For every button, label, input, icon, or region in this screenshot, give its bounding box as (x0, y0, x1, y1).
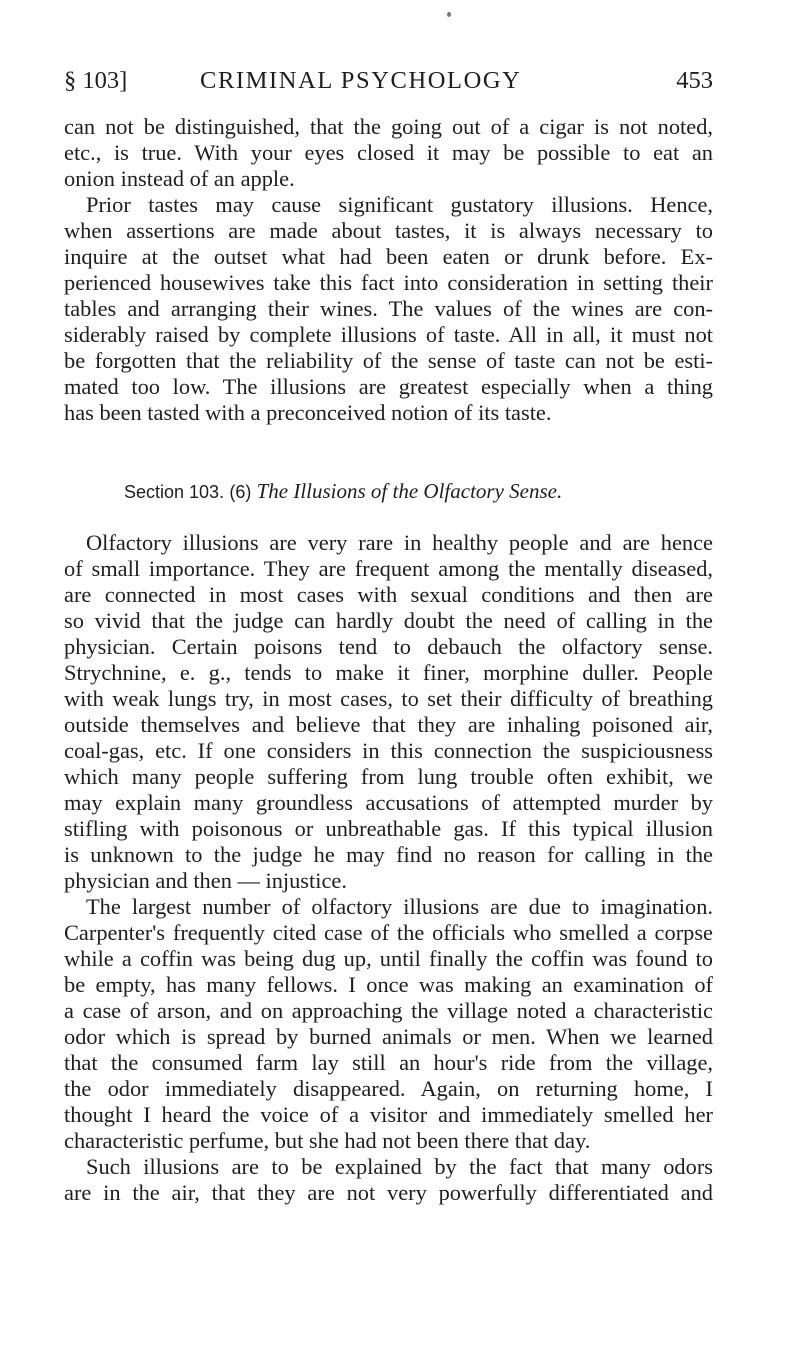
text-line: so vivid that the judge can hardly doubt the need of calling in the (64, 608, 713, 633)
text-line: are connected in most cases with sexual conditions and then are (64, 582, 713, 607)
text-line: a case of arson, and on approaching the village noted a characteristic (64, 998, 713, 1023)
paragraph (64, 894, 713, 1154)
paragraph (64, 192, 713, 426)
text-line: while a coffin was being dug up, until finally the coffin was found to (64, 946, 713, 971)
text-line: Such illusions are to be explained by the fact that many odors (86, 1154, 713, 1179)
text-line: which many people suffering from lung trouble often exhibit, we (64, 764, 713, 789)
text-line: may explain many groundless accusations of attempted murder by (64, 790, 713, 815)
running-head-section: § 103] (64, 67, 128, 94)
text-line: be forgotten that the reliability of the sense of taste can not be esti- (64, 348, 713, 373)
text-line: stifling with poisonous or unbreathable gas. If this typical illusion (64, 816, 713, 841)
text-line: Carpenter's frequently cited case of the officials who smelled a corpse (64, 920, 713, 945)
text-line: siderably raised by complete illusions of taste. All in all, it must not (64, 322, 713, 347)
text-line: with weak lungs try, in most cases, to set their difficulty of breathing (64, 686, 713, 711)
text-line: coal-gas, etc. If one considers in this connection the suspiciousness (64, 738, 713, 763)
text-line: inquire at the outset what had been eaten or drunk before. Ex- (64, 244, 713, 269)
text-line: has been tasted with a preconceived notion of its taste. (64, 400, 552, 425)
text-line: characteristic perfume, but she had not been there that day. (64, 1128, 591, 1153)
text-line: Prior tastes may cause significant gustatory illusions. Hence, (86, 192, 713, 217)
paragraph (64, 530, 713, 894)
text-line: outside themselves and believe that they are inhaling poisoned air, (64, 712, 713, 737)
text-line: thought I heard the voice of a visitor and immediately smelled her (64, 1102, 713, 1127)
text-line: are in the air, that they are not very powerfully differentiated and (64, 1180, 713, 1205)
page-number: 453 (676, 67, 713, 94)
text-line: Strychnine, e. g., tends to make it finer, morphine duller. People (64, 660, 713, 685)
text-line: mated too low. The illusions are greatest especially when a thing (64, 374, 713, 399)
text-line: tables and arranging their wines. The values of the wines are con- (64, 296, 713, 321)
section-heading (64, 478, 713, 504)
text-line: can not be distinguished, that the going out of a cigar is not noted, (64, 114, 713, 139)
text-line: the odor immediately disappeared. Again, on returning home, I (64, 1076, 713, 1101)
paragraph (64, 114, 713, 192)
text-line: perienced housewives take this fact into consideration in setting their (64, 270, 713, 295)
text-line: be empty, has many fellows. I once was making an examination of (64, 972, 713, 997)
section-title: The Illusions of the Olfactory Sense. (256, 479, 563, 503)
text-line: when assertions are made about tastes, it is always necessary to (64, 218, 713, 243)
text-line: onion instead of an apple. (64, 166, 295, 191)
text-line: etc., is true. With your eyes closed it may be possible to eat an (64, 140, 713, 165)
paragraph (64, 1154, 713, 1206)
section-label: Section 103. (124, 482, 225, 502)
text-line: physician. Certain poisons tend to debauch the olfactory sense. (64, 634, 713, 659)
text-line: is unknown to the judge he may find no reason for calling in the (64, 842, 713, 867)
print-speck (447, 12, 451, 17)
text-line: of small importance. They are frequent among the mentally diseased, (64, 556, 713, 581)
text-line: The largest number of olfactory illusions are due to imagination. (86, 894, 713, 919)
text-line: that the consumed farm lay still an hour's ride from the village, (64, 1050, 713, 1075)
text-line: odor which is spread by burned animals or men. When we learned (64, 1024, 713, 1049)
body-text (64, 114, 713, 1206)
text-line: Olfactory illusions are very rare in healthy people and are hence (86, 530, 713, 555)
running-head (64, 66, 713, 96)
text-line: physician and then — injustice. (64, 868, 347, 893)
section-number: (6) (229, 482, 252, 502)
running-head-title: CRIMINAL PSYCHOLOGY (200, 67, 522, 94)
